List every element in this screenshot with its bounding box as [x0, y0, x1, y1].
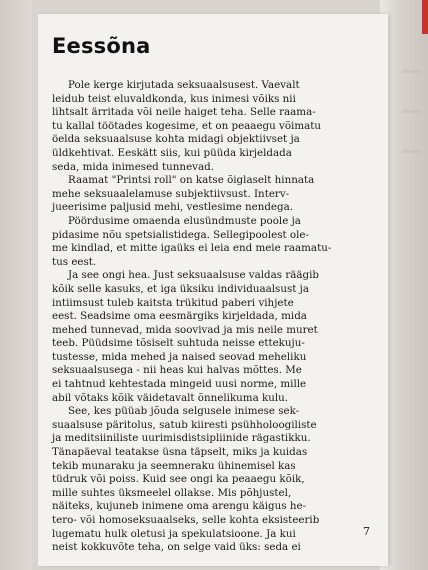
- text-line: mehe seksuaalelamuse subjektiivsust. Interv-: [52, 187, 290, 200]
- text-line: pidasime nõu spetsialistidega. Sellegipoolest ole-: [52, 228, 309, 241]
- text-line: teeb. Püüdsime tõsiselt suhtuda neisse ettekuju-: [52, 337, 305, 350]
- text-line: seda, mida inimesed tunnevad.: [52, 160, 214, 173]
- text-line: abil võtaks kõik väidetavalt õnnelikuma kulu.: [52, 391, 289, 404]
- text-line: me kindlad, et mitte igaüks ei leia end meie raamatu-: [52, 242, 332, 255]
- text-line: mille suhtes üksmeelel ollakse. Mis põhjustel,: [52, 486, 292, 499]
- text-line: ei tahtnud kehtestada mingeid uusi norme, mille: [52, 378, 307, 391]
- text-line: lihtsalt ärritada või neile haiget teha. Selle raama-: [52, 106, 316, 119]
- text-line: Raamat "Printsi roll" on katse õiglaselt hinnata: [68, 174, 315, 187]
- text-line: Pöördusime omaenda elusündmuste poole ja: [68, 214, 301, 227]
- text-line: üldkehtivat. Eeskätt siis, kui püüda kirjeldada: [52, 146, 292, 159]
- text-line: tero- või homoseksuaalseks, selle kohta eksisteerib: [52, 514, 320, 526]
- chapter-title: Eessõna: [52, 34, 151, 58]
- text-line: kõik selle kasuks, et iga üksiku individuaalsust ja: [52, 282, 309, 295]
- text-line: öelda seksuaalsuse kohta midagi objektiivset ja: [52, 133, 300, 146]
- text-line: Pole kerge kirjutada seksuaalsusest. Vaevalt: [68, 79, 300, 91]
- page-body-text: [52, 79, 367, 555]
- text-line: tustesse, mida mehed ja naised seovad meheliku: [52, 350, 307, 363]
- text-line: tüdruk või poiss. Kuid see ongi ka peaaegu kõik,: [52, 473, 305, 486]
- text-line: See, kes püüab jõuda selgusele inimese sek-: [68, 405, 300, 418]
- text-line: tus eest.: [52, 255, 97, 268]
- text-line: suaalsuse päritolus, satub kiiresti psühholoogiliste: [52, 418, 317, 431]
- page-number: 7: [363, 525, 370, 538]
- text-line: neist kokkuvõte teha, on selge vaid üks: seda ei: [52, 541, 301, 554]
- text-line: eest. Seadsime oma eesmärgiks kirjeldada, mida: [52, 310, 307, 323]
- text-line: näiteks, kujuneb inimene oma arengu käigus he-: [52, 500, 307, 513]
- text-line: lugematu hulk oletusi ja spekulatsioone. Ja kui: [52, 527, 296, 540]
- text-line: jueerisime paljusid mehi, vestlesime nendega.: [52, 201, 294, 214]
- book-cover-edge: [422, 0, 428, 34]
- text-line: leidub teist eluvaldkonda, kus inimesi võiks nii: [52, 92, 296, 105]
- text-line: Tänapäeval teatakse üsna täpselt, miks ja kuidas: [52, 446, 308, 459]
- book-binding-shadow: [0, 0, 32, 570]
- text-line: seksuaalsusega - nii heas kui halvas mõttes. Me: [52, 364, 302, 377]
- text-line: tu kallal töötades kogesime, et on peaaegu võimatu: [52, 119, 322, 132]
- text-line: intiimsust tuleb kaitsta trükitud paberi vihjete: [52, 296, 294, 309]
- show-through-text: [402, 70, 422, 73]
- text-line: mehed tunnevad, mida soovivad ja mis neile muret: [52, 323, 318, 336]
- show-through-text: [402, 110, 422, 113]
- text-line: Ja see ongi hea. Just seksuaalsuse valdas räägib: [68, 269, 320, 282]
- show-through-text: [402, 150, 422, 153]
- text-line: tekib munaraku ja seemneraku ühinemisel kas: [52, 459, 296, 472]
- text-line: ja meditsiiniliste uurimisdistsipliinide rägastikku.: [52, 432, 311, 445]
